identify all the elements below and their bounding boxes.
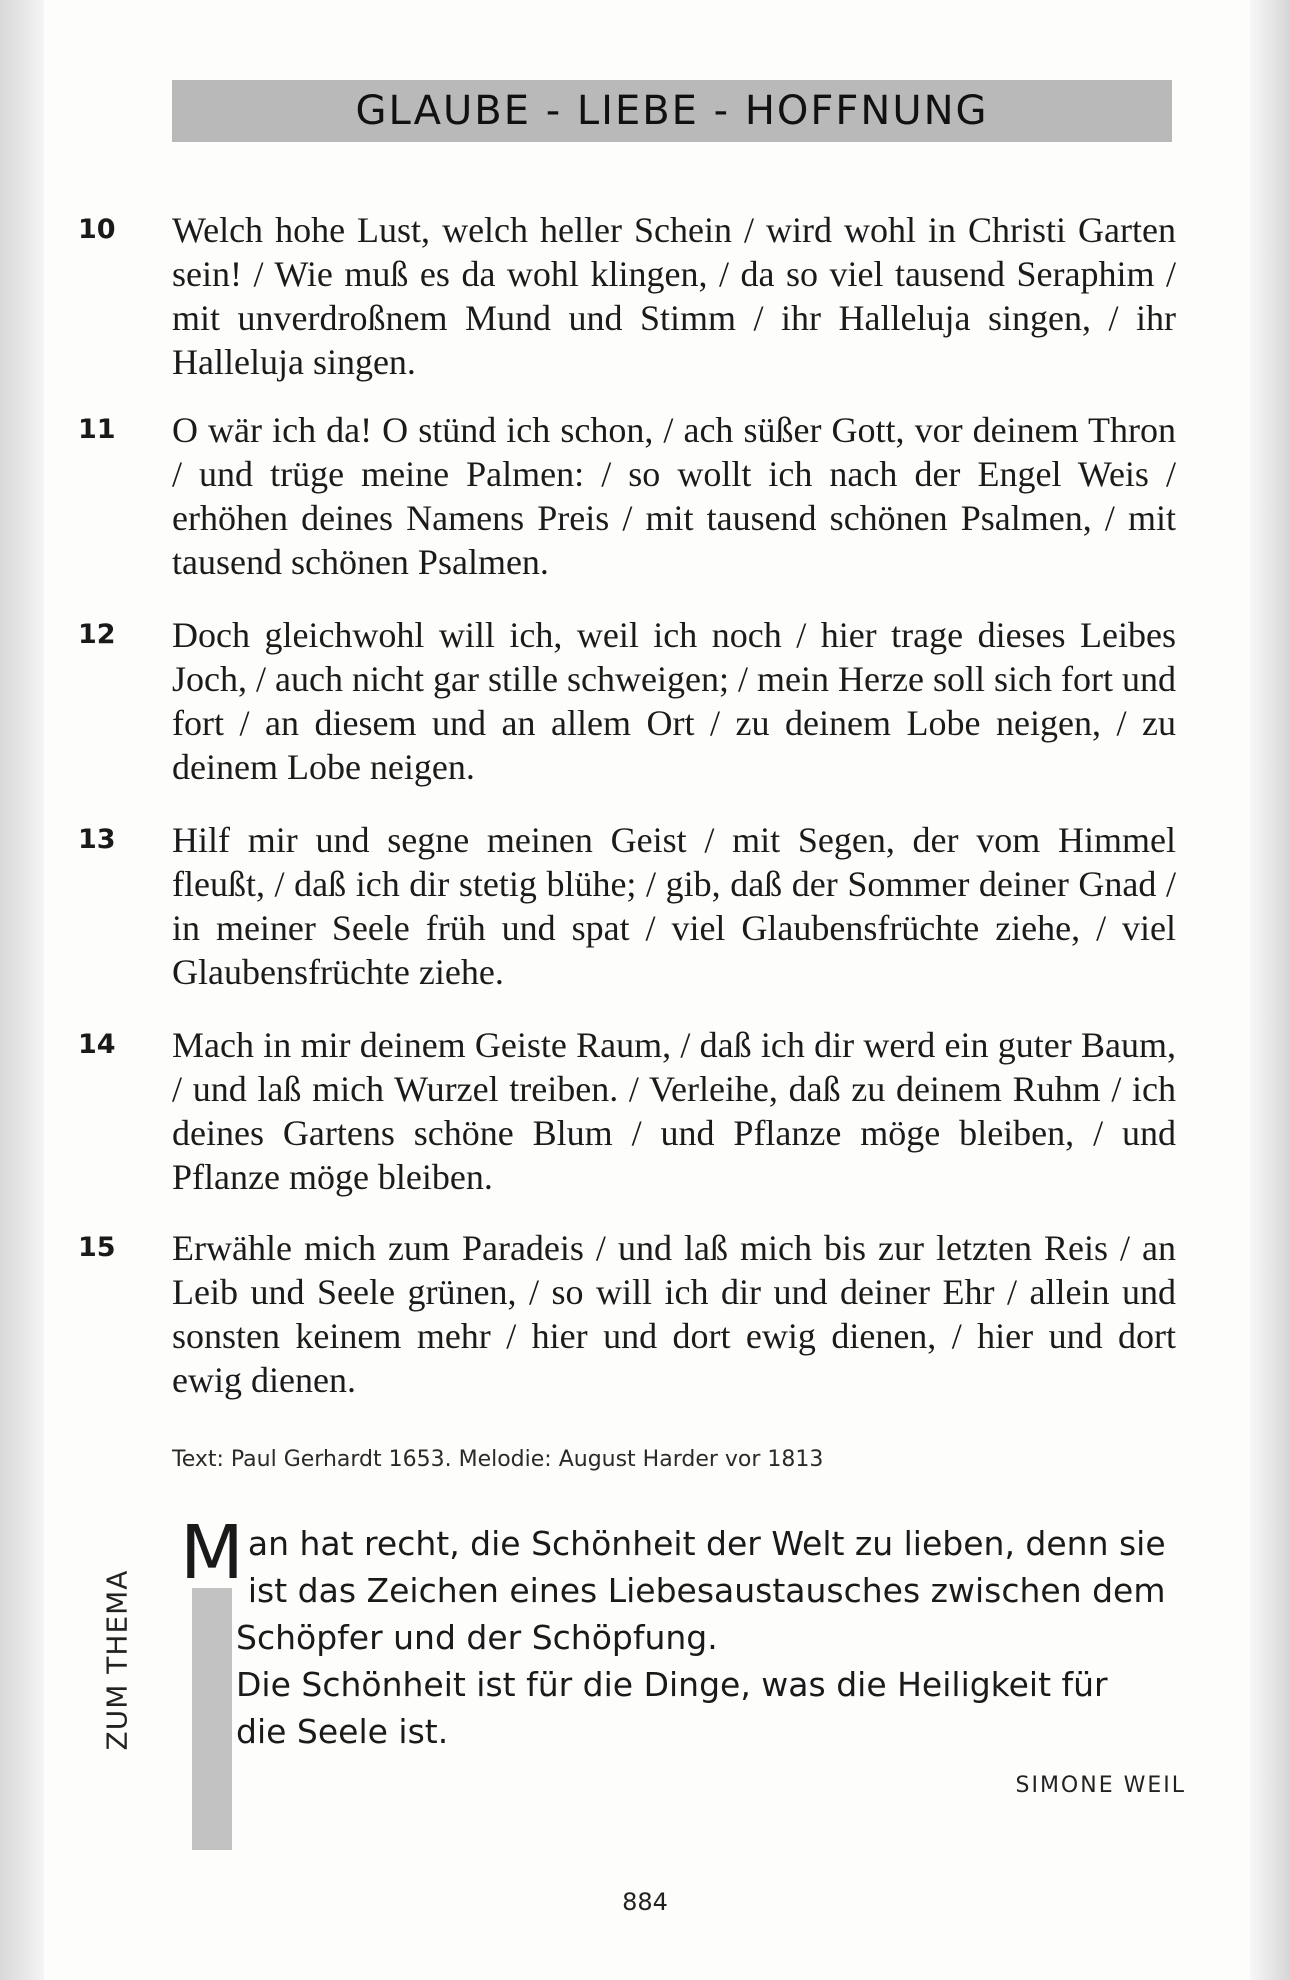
page-gutter-left [0, 0, 44, 1980]
page-gutter-right [1250, 0, 1290, 1980]
verse-text: Erwähle mich zum Paradeis / und laß mich bis zur letzten Reis / an Leib und Seele grünen, / so will ich dir und deiner Ehr / allein und sonsten keinem mehr / hier und dort ewig dienen, / hier und dort ewig dienen. [172, 1228, 1176, 1400]
side-label-text: ZUM THEMA [100, 1569, 134, 1751]
verse-number: 14 [78, 1029, 116, 1060]
quote-line: Schöpfer und der Schöpfung. [236, 1618, 718, 1657]
quote-line: ist das Zeichen eines Liebesaustausches zwischen dem [247, 1571, 1166, 1610]
verse-text: O wär ich da! O stünd ich schon, / ach süßer Gott, vor deinem Thron / und trüge meine Palmen: / so wollt ich nach der Engel Weis / erhöhen deines Namens Preis / mit tausend schönen Psalmen, / mit tausend schönen Psalmen. [172, 410, 1176, 582]
verse-number: 11 [78, 414, 116, 445]
quote-author: SIMONE WEIL [1015, 1773, 1186, 1798]
quote-line: an hat recht, die Schönheit der Welt zu lieben, denn sie [247, 1524, 1166, 1563]
quote-block [180, 1510, 1180, 1755]
quote-line: Die Schönheit ist für die Dinge, was die Heiligkeit für [236, 1665, 1108, 1704]
verse-text: Mach in mir deinem Geiste Raum, / daß ich dir werd ein guter Baum, / und laß mich Wurzel treiben. / Verleihe, daß zu deinem Ruhm / ich deines Gartens schöne Blum / und Pflanze möge bleiben, / und Pflanze möge bleiben. [172, 1025, 1176, 1197]
verse-number: 15 [78, 1232, 116, 1263]
side-label [97, 1530, 137, 1790]
verse-text: Doch gleichwohl will ich, weil ich noch / hier trage dieses Leibes Joch, / auch nicht gar stille schweigen; / mein Herze soll sich fort und fort / an diesem und an allem Ort / zu deinem Lobe neigen, / zu deinem Lobe neigen. [172, 615, 1176, 787]
verse-text: Hilf mir und segne meinen Geist / mit Segen, der vom Himmel fleußt, / daß ich dir stetig blühe; / gib, daß der Sommer deiner Gnad / in meiner Seele früh und spat / viel Glaubensfrüchte ziehe, / viel Glaubensfrüchte ziehe. [172, 820, 1176, 992]
verse-number: 13 [78, 824, 116, 855]
verse-number: 10 [78, 214, 116, 245]
quote-line: die Seele ist. [236, 1712, 449, 1751]
source-credit: Text: Paul Gerhardt 1653. Melodie: August Harder vor 1813 [172, 1447, 824, 1472]
page-number: 884 [622, 1888, 668, 1916]
verse-number: 12 [78, 619, 116, 650]
verse-text: Welch hohe Lust, welch heller Schein / wird wohl in Christi Garten sein! / Wie muß es da wohl klingen, / da so viel tausend Seraphim / mit unverdroßnem Mund und Stimm / ihr Halleluja singen, / ihr Halleluja singen. [172, 210, 1176, 382]
section-title: GLAUBE - LIEBE - HOFFNUNG [355, 88, 989, 134]
drop-cap: M [180, 1510, 244, 1596]
